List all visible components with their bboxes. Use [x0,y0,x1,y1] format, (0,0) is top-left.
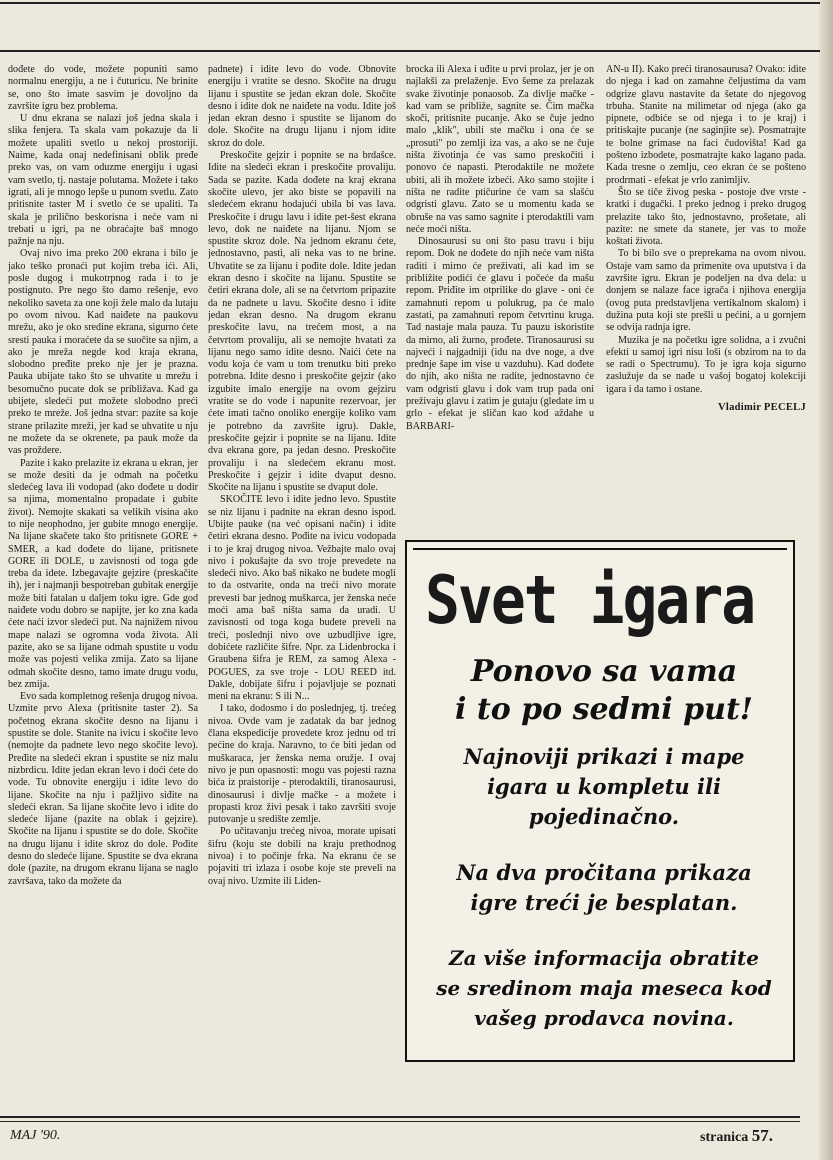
page-number: 57. [751,1126,773,1145]
author-byline [606,402,806,414]
paragraph: SKOČITE levo i idite jedno levo. Spustite se niz lijanu i padnite na ekran desno ispod. Ubijte pauke (na već opisani način) i idite četiri ekrana desno. Pođite na ivicu vodopada i to je kraj drugog nivoa. Vežbajte malo ovaj nivo i pokušajte da svo troje prevedete na sledeći nivo. Ako baš nikako ne budete mogli to da ostvarite, onda na treći nivo morate prevesti bar jednog muškarca, jer ženska neće moći ama baš ništa sama da uradi. U zavisnosti od toga koga budete preveli na treći, poslednji nivo ove uzbudljive igre, dobićete različite šifre. Npr. za Lidenbrocka i Graubena šifra je REM, za samog Alexa - POGUES, za sve troje - LOU REED itd. Dakle, dobijate šifru i pojavljuje se poznati meni na ekranu: S ili N... [208,494,396,703]
page-edge [819,0,833,1160]
ad-line-1: Ponovo sa vama [470,654,738,689]
ad-line-6: Na dva pročitana prikaza [456,860,752,885]
paragraph: dođete do vode, možete popuniti samo normalnu energiju, a ne i čuturicu. Ne brinite se, ono što imate sasvim je dovoljno da završite igru bez problema. [8,64,198,112]
ad-line-2: i to po sedmi put! [455,692,753,727]
column-1 [8,64,198,1104]
paragraph: I tako, dodosmo i do poslednjeg, tj. trećeg nivoa. Ovde vam je zadatak da bar jednog člana ekspedicije provedete kroz jednu od tri pećine do kraja. Naravno, to će biti jedan od muškaraca, jer ženska nema oružje. I ovaj nivo je pun opasnosti: mogu vas pojesti razna bića iz praistorije - pterodaktili, tiranosaurusi, dinosaurusi i divlje mačke - a možete i propasti kroz živi pesak i tako završiti svoje putovanje u središte zemlje. [208,703,396,826]
column-3 [406,64,594,539]
page-label: stranica [700,1130,749,1145]
column-4-paragraphs [606,64,806,396]
ad-title: Svet igara [425,560,755,640]
ad-line-5: pojedinačno. [528,804,680,829]
top-rule [0,2,820,4]
ad-line-7: igre treći je besplatan. [470,890,738,915]
paragraph: Preskočite gejzir i popnite se na brdašce. Idite na sledeći ekran i preskočite provaliju. Sada se pazite. Kada dođete na kraj ekrana skočite ulevo, jer ako biste se popavili na sledećem ekranu hodajući ubila bi vas lava. Preskočite i drugu lavu i idite pet-šest ekrana levo, dok ne naiđete na lijanu. Njom se spustite skroz dole. Na jednom ekranu ćete, jednostavno, pasti, ali neka vas to ne brine. Uhvatite se za lijanu i pođite dole. Idite jedan ekran desno i skočite na lijanu. Spustite se četiri ekrana dole, ali se na četvrtom pripazite da ne padnete u lavu. Skočite desno i idite jedan ekran desno. Na drugom ekranu preskočite lavu, na trećem most, a na četvrtom provaliju, ali se nemojte hvatati za lijanu nego samo idite desno. Naići ćete na vodu koja će vam u tom trenutku biti preko potrebna. Idite desno i preskočite gejzir (ako izgubite imalo energije na ovom gejziru vratite se do vode i napunite rezervoar, jer ćete imati tačno onoliko energije koliko vam je potrebno da završite igru). Dakle, preskočite gejzir i popnite se na lijanu. Idite dva ekrana gore, pa jedan desno. Preskočite provaliju i na sledećem ekranu most. Preskočite i gejzir i idite dvaput desno. Skočite na lijanu i spustite se dvaput dole. [208,150,396,494]
ad-line-4: igara u kompletu ili [487,774,721,799]
bottom-rule [0,1116,800,1118]
advertisement-box [405,540,795,1062]
paragraph: Muzika je na početku igre solidna, a i zvučni efekti u samoj igri nisu loši (s obzirom na to da se radi o Spectrumu). To je igra koja sigurno zaslužuje da se nađe u vašoj bogatoj kolekciji igara i da tamo i ostane. [606,334,806,395]
paragraph: padnete) i idite levo do vode. Obnovite energiju i vratite se desno. Skočite na drugu lijanu i spustite se jedan ekran dole. Skočite desno i idite dok ne naiđete na vodu. Idite još jedan ekran desno i spustite se lijanom do dole. Skočite na drugu lijanu i njom idite skroz do dole. [208,64,396,149]
ad-line-9: se sredinom maja meseca kod [436,976,772,1000]
bottom-rule-secondary [0,1121,800,1122]
page-number-block [700,1126,773,1146]
paragraph: Što se tiče živog peska - postoje dve vrste - kratki i dugački. I preko jednog i preko drugog prelazite tako što, jednostavno, prošetate, ali pazite: ne smete da stanete, jer vas to može koštati života. [606,186,806,248]
ad-line-8: Za više informacija obratite [449,946,759,970]
author-name: Vladimir PECELJ [717,402,806,414]
column-2 [208,64,396,1104]
paragraph: brocka ili Alexa i uđite u prvi prolaz, jer je on najlakši za prelaženje. Evo šeme za prelazak svake životinje ponaosob. Za divlje mačke - kad vam se približe, sagnite se. Čim mačka skoči, pritisnite pucanje. Ako se čuje jedno malo „klik", ubili ste mačku i ona će se „prosuti" po zemlji iza vas, a ako se ne čuje ništa životinja će vas samo preskočiti i ponovo će napasti. Pterodaktile ne možete ubiti, ali ih možete izbeći. Ako samo stojite i ništa ne radite ptičurine će vam sa slašću odgristi glavu. Zato se u momentu kada se obruše na vas samo sagnite i pterodaktili vam neće moći ništa. [406,64,594,235]
paragraph: U dnu ekrana se nalazi još jedna skala i slika fenjera. Ta skala vam pokazuje da li možete upaliti svetlo u nekoj prostoriji. Naime, kada onaj nedefinisani oblik pređe preko vas, on vam oduzme energiju i ugasi vam svetlo, tj. nastaje polutama. Možete i tako igrati, ali je mnogo lepše u punom svetlu. Zato pritisnite taster M i svetlo će se upaliti. Ta skala je prilično beskorisna i neće vam ni trebati u igri, pa ne obraćajte baš mnogo pažnje na nju. [8,113,198,248]
paragraph: AN-u II). Kako preći tiranosaurusa? Ovako: idite do njega i kad on zamahne čeljustima da vam odgrize glavu nastavite da šetate do njegovog trbuha. Stanite na milimetar od njega (ako ga pipnete, odbiće se od njega i to je kraj) i pritiskajte pucanje (ne saginjite se). Posmatrajte te bolne grimase na faci čudovišta! Kad ga pošteno izbodete, posmatrajte kako lagano pada. Kada tresne o zemlju, ceo ekran će se pošteno prodrmati - efekat je vrlo zanimljiv. [606,64,806,186]
paragraph: Ovaj nivo ima preko 200 ekrana i bilo je jako teško pronaći put kojim treba ići. Ali, posle dugog i mukotrpnog rada i to je postignuto. Pre nego što damo rešenje, evo nekoliko saveta za one koji žele malo da lutaju po ovom nivou. Kad naiđete na paukovu mrežu, ako je oko sredine ekrana, sigurno ćete sresti pauka i moraćete da se suočite sa njim, a ako je mreža negde kod kraja ekrana, slobodno pređite preko nje jer je prazna. Pauka ubijate tako što se uhvatite u mrežu i besomučno pucate dok se približava. Kad ga ubijete, sledeći put možete slobodno preći preko te mreže. Još jedna stvar: pazite sa koje strane prilazite mreži, jer kad se uhvatite u nju ne možete da se okrenete, pa pauk može da vas proždere. [8,248,198,457]
issue-label: MAJ '90. [10,1128,61,1143]
ad-line-3: Najnoviji prikazi i mape [463,744,745,769]
paragraph: Pazite i kako prelazite iz ekrana u ekran, jer se može desiti da je odmah na početku sledećeg lava ili vodopad (ako dođete u dodir sa njima, momentalno propadate i gubite život). Nemojte skakati sa velikih visina ako to nije neophodno, jer gubite mnogo energije. Na lijane skačete tako što pritisnete GORE + SMER, a kad dođete do lijane, pritisnete GORE ili DOLE, u zavisnosti od toga gde treba da idete. Izbegavajte gejzire (preskačite ih), jer i najmanji bespotreban gubitak energije može biti fatalan u daljem toku igre. Gde god naiđete vodu dobro se napijte, jer ko zna kada ćete naći izvor sledeći put. Na najnižem nivou mape nalazi se ogromna voda života. Ali pazite, ako se sa lijane odmah spustite u vodu može vas pojesti velika zmija. Zato sa lijane odmah skočite desno, tamo imate drugu vodu, bez zmija. [8,457,198,690]
ad-inner-rule [413,548,787,550]
ad-line-10: vašeg prodavca novina. [474,1006,734,1030]
paragraph: Dinosaurusi su oni što pasu travu i biju repom. Dok ne dođete do njih neće vam ništa raditi i mirno će preživati, ali kad im se približite podići će glavu i počeće da mašu repom. Priđite im otprilike do glave - oni će zamahnuti repom u polukrug, pa će malo zastati, pa zamahnuti repom četvrtinu kruga. Tad nastaje mala pauza. Tu pauzu iskoristite da mirno, ali žurno, prođete. Tiranosaurusi su najveći i najgadniji (idu na dve noge, a dve prednje šape im vise u vazduhu). Kad dođete do njih, ako ništa ne radite, jednostavno će vam odgristi glavu i dok vam trup pada oni preživaju glavu i zatim je gutaju (gledate im u grlo - efekat je sličan kao kod aždahe u BARBARI- [406,236,594,432]
column-4 [606,64,806,539]
paragraph: To bi bilo sve o preprekama na ovom nivou. Ostaje vam samo da primenite ova uputstva i da završite igru. Ekran je podeljen na dva dela: u donjem se nalaze face igrača i njihova energija (ovog puta predstavljena vertikalnom skalom) i dužina puta koji ste prešli u pećini, a u gornjem se odvija radnja igre. [606,248,806,334]
top-rule-secondary [0,50,820,52]
paragraph: Evo sada kompletnog rešenja drugog nivoa. Uzmite prvo Alexa (pritisnite taster 2). Sa početnog ekrana skočite desno na lijanu i spustite se dole. Stanite na ivicu i skočite levo (nemojte da padnete levo nego skočite levo). Pređite na sledeći ekran i spustite se niz malu nizbrdicu. Idite jedan ekran levo i doći ćete do vode. Tu obnovite energiju i idite levo do lijane. Skočite na nju i pažljivo siđite na sledeći ekran. Sa lijane skočite levo i idite do sledeće lijane (pazite na oblak i gejzire). Skočite na lijanu i spustite se do dole. Skočite na drugu lijanu i idite skroz do dole. Pođite desno do sledeće lijane. Spustite se dva ekrana dole (pazite, na drugom ekranu lijana se naglo završava, tako da možete da [8,691,198,887]
paragraph: Po učitavanju trećeg nivoa, morate upisati šifru (koju ste dobili na kraju prethodnog nivoa) i to počinje frka. Na ekranu će se pojaviti tri izlaza i osobe koje ste preveli na ovaj nivo. Uzmite ili Liden- [208,826,396,887]
